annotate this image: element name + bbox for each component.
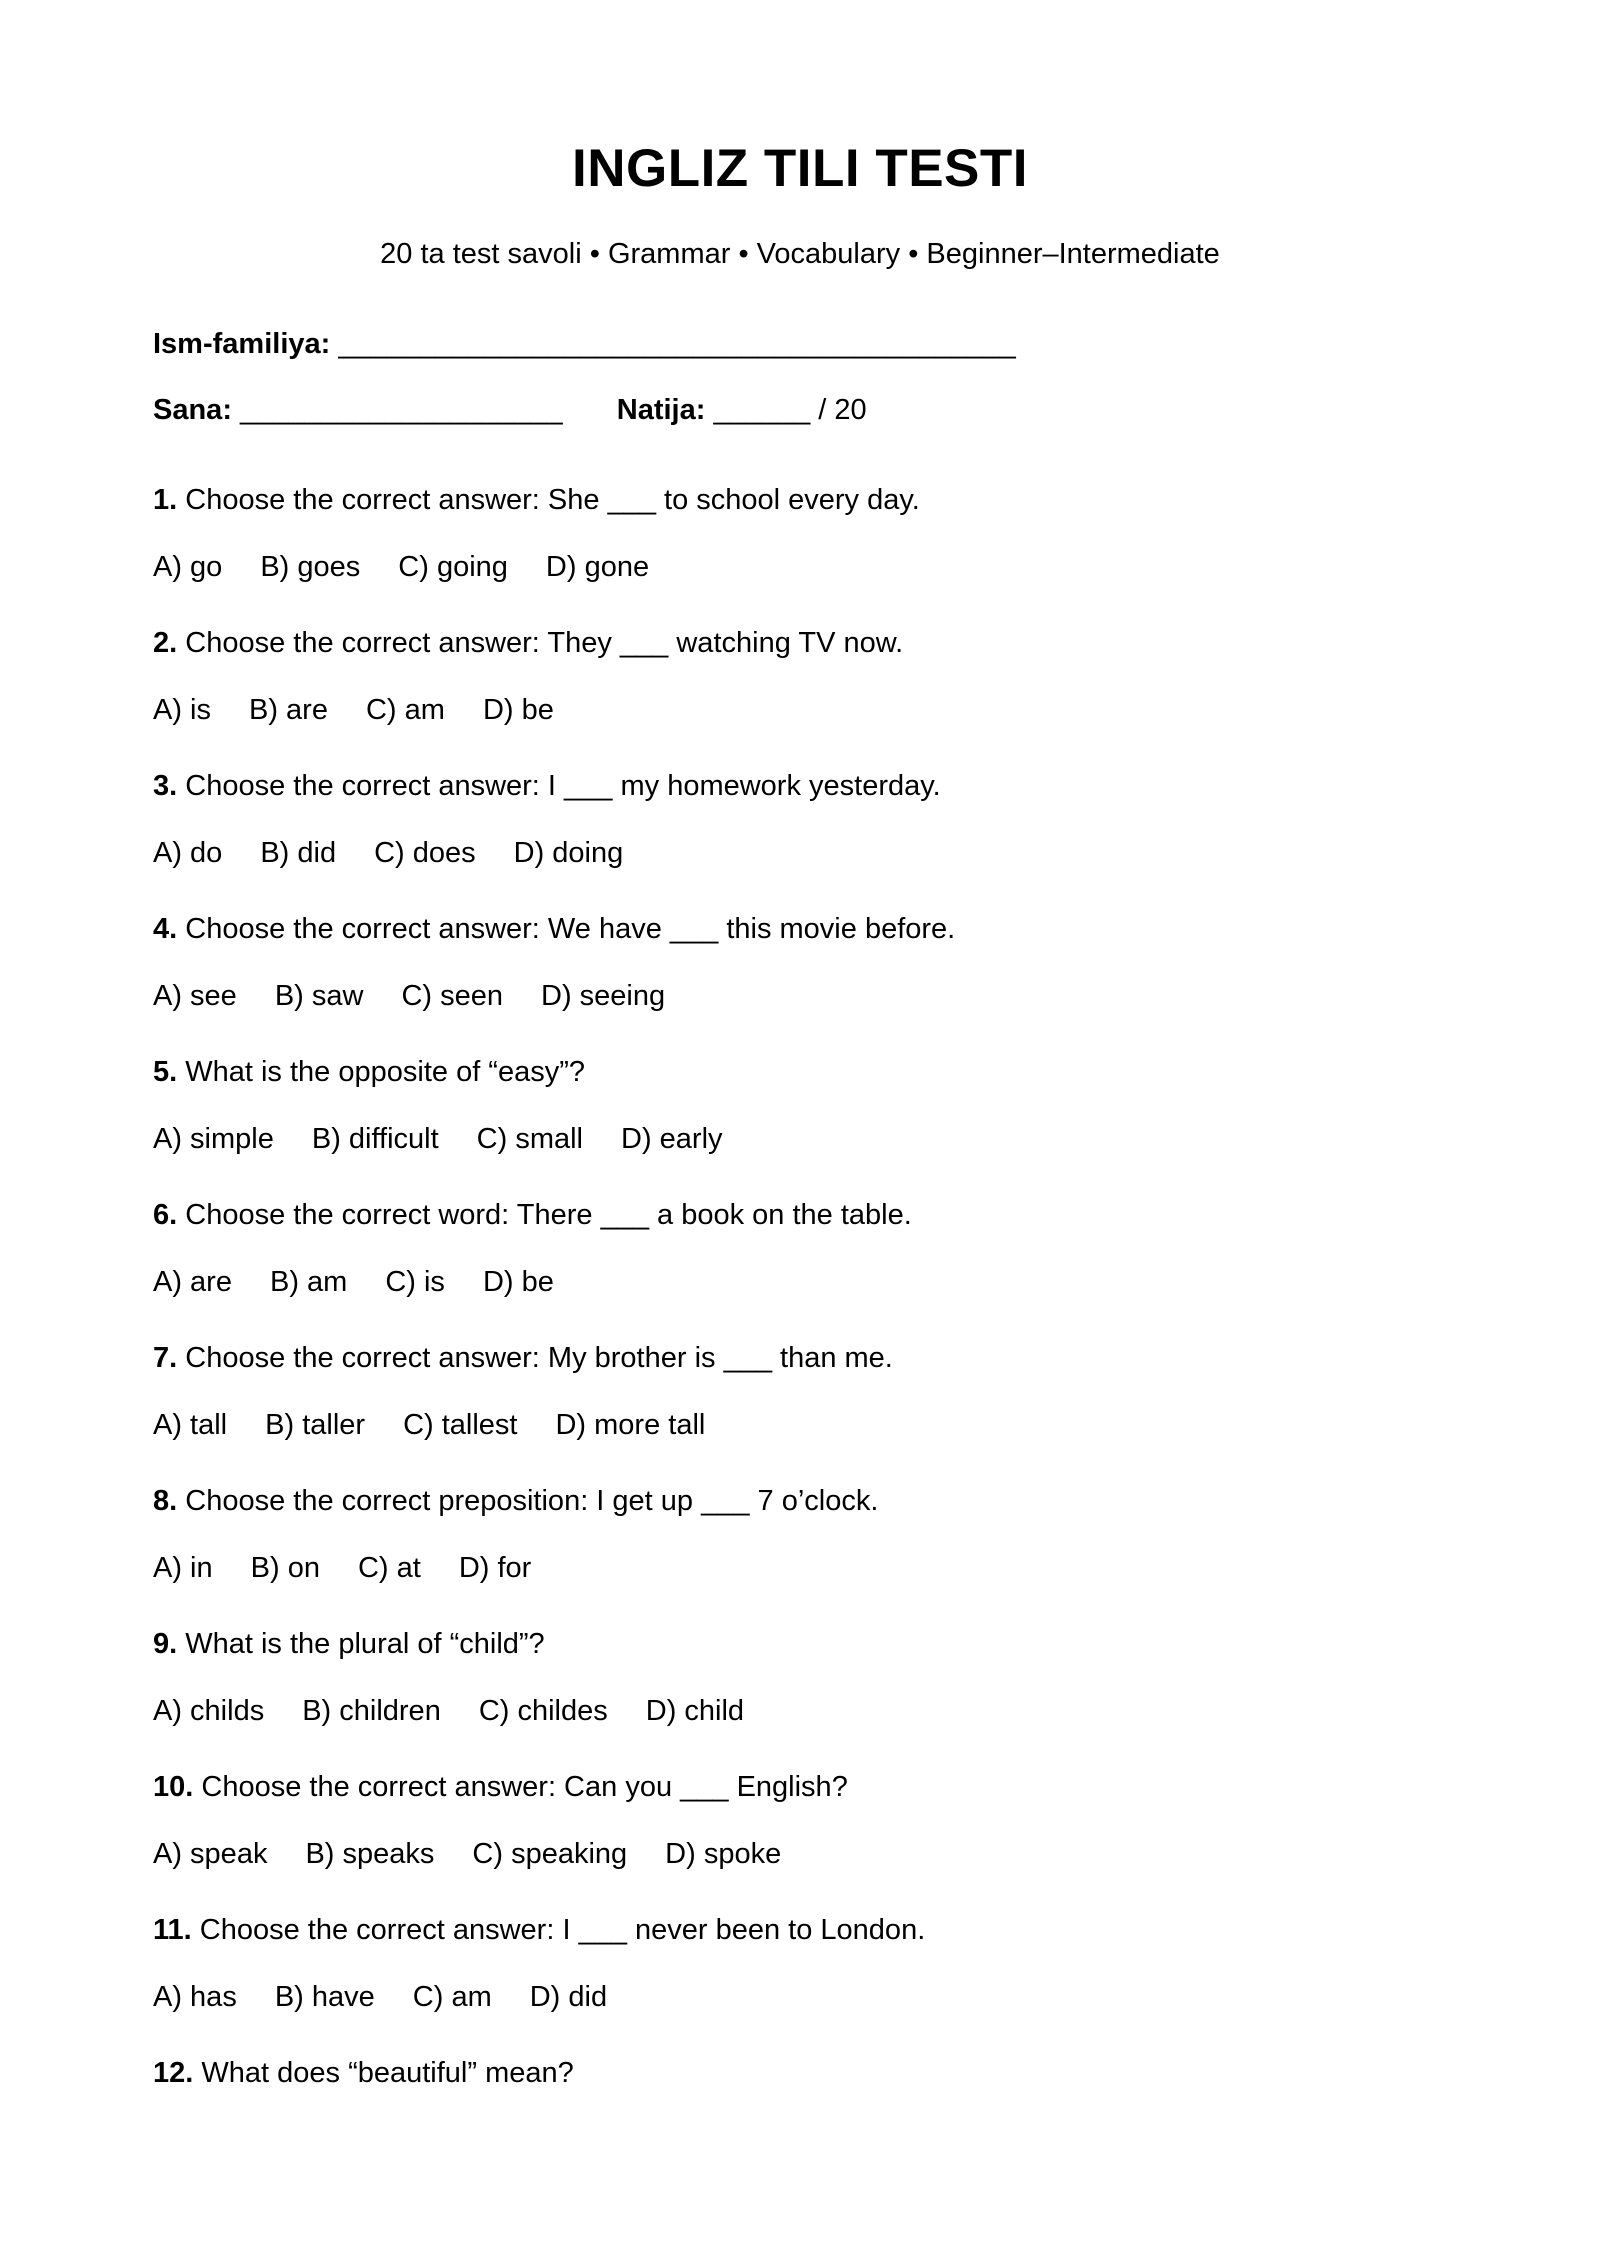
answer-options xyxy=(153,1408,1453,1442)
result-blank: ______ xyxy=(713,394,811,426)
answer-option: D) doing xyxy=(513,837,624,869)
answer-option: D) for xyxy=(458,1552,532,1584)
answer-option: D) spoke xyxy=(665,1838,782,1870)
answer-option: C) does xyxy=(374,837,476,869)
answer-option: A) simple xyxy=(153,1123,274,1155)
answer-option: B) are xyxy=(249,694,328,726)
question-item xyxy=(153,2056,1453,2199)
answer-option: B) am xyxy=(269,1266,348,1298)
answer-option: D) child xyxy=(645,1695,745,1727)
answer-option: A) go xyxy=(153,551,223,583)
question-number: 9. xyxy=(153,1628,178,1660)
answer-option: D) gone xyxy=(545,551,650,583)
question-text xyxy=(153,1913,1453,1980)
question-item xyxy=(153,1198,1453,1341)
question-number: 3. xyxy=(153,770,178,802)
question-prompt: What is the plural of “child”? xyxy=(185,1628,545,1660)
name-blank: __________________________________________ xyxy=(338,328,1016,360)
answer-option: B) taller xyxy=(265,1409,366,1441)
answer-option: C) going xyxy=(398,551,508,583)
result-label: Natija: xyxy=(616,394,706,426)
question-item xyxy=(153,1055,1453,1198)
answer-option: C) is xyxy=(385,1266,445,1298)
answer-option: B) difficult xyxy=(311,1123,439,1155)
question-item xyxy=(153,912,1453,1055)
answer-options xyxy=(153,550,1453,584)
answer-options xyxy=(153,1980,1453,2014)
page-title: INGLIZ TILI TESTI xyxy=(571,139,1029,198)
question-prompt: Choose the correct word: There ___ a book on the table. xyxy=(185,1199,912,1231)
question-item xyxy=(153,1913,1453,2056)
answer-option: C) small xyxy=(476,1123,583,1155)
question-list xyxy=(153,483,1453,2199)
question-prompt: What does “beautiful” mean? xyxy=(201,2057,574,2089)
answer-option: A) childs xyxy=(153,1695,265,1727)
question-prompt: Choose the correct answer: She ___ to school every day. xyxy=(185,484,920,516)
answer-option: C) am xyxy=(412,1981,492,2013)
question-number: 6. xyxy=(153,1199,178,1231)
question-item xyxy=(153,626,1453,769)
answer-option: A) has xyxy=(153,1981,237,2013)
question-number: 5. xyxy=(153,1056,178,1088)
question-prompt: Choose the correct preposition: I get up ___ 7 o’clock. xyxy=(185,1485,879,1517)
answer-options xyxy=(153,979,1453,1013)
question-prompt: Choose the correct answer: My brother is ___ than me. xyxy=(185,1342,893,1374)
question-text xyxy=(153,1627,1453,1694)
question-prompt: Choose the correct answer: They ___ watching TV now. xyxy=(185,627,904,659)
answer-option: C) seen xyxy=(401,980,504,1012)
answer-options xyxy=(153,1122,1453,1156)
answer-options xyxy=(153,836,1453,870)
question-text xyxy=(153,912,1453,979)
question-text xyxy=(153,626,1453,693)
question-number: 2. xyxy=(153,627,178,659)
question-prompt: Choose the correct answer: I ___ my homework yesterday. xyxy=(185,770,941,802)
question-item xyxy=(153,1341,1453,1484)
answer-option: A) speak xyxy=(153,1838,268,1870)
answer-option: B) did xyxy=(260,837,337,869)
answer-option: A) see xyxy=(153,980,237,1012)
answer-option: C) tallest xyxy=(403,1409,518,1441)
question-number: 7. xyxy=(153,1342,178,1374)
question-number: 8. xyxy=(153,1485,178,1517)
question-number: 10. xyxy=(153,1771,194,1803)
question-prompt: Choose the correct answer: I ___ never been to London. xyxy=(199,1914,926,1946)
answer-option: C) am xyxy=(365,694,445,726)
question-prompt: What is the opposite of “easy”? xyxy=(185,1056,586,1088)
answer-option: B) on xyxy=(250,1552,320,1584)
question-prompt: Choose the correct answer: We have ___ this movie before. xyxy=(185,913,956,945)
date-result-row xyxy=(153,394,867,427)
answer-options xyxy=(153,1694,1453,1728)
question-item xyxy=(153,1484,1453,1627)
question-number: 4. xyxy=(153,913,178,945)
answer-options xyxy=(153,1265,1453,1299)
answer-options xyxy=(153,693,1453,727)
name-field-row xyxy=(153,328,1016,361)
question-text xyxy=(153,483,1453,550)
answer-option: D) be xyxy=(482,694,554,726)
answer-option: B) speaks xyxy=(305,1838,435,1870)
answer-option: C) childes xyxy=(478,1695,608,1727)
answer-option: A) are xyxy=(153,1266,232,1298)
question-item xyxy=(153,1627,1453,1770)
date-label: Sana: xyxy=(153,394,232,426)
answer-options xyxy=(153,1551,1453,1585)
question-text xyxy=(153,769,1453,836)
name-label: Ism-familiya: xyxy=(153,328,331,360)
answer-option: D) more tall xyxy=(555,1409,706,1441)
question-number: 12. xyxy=(153,2057,194,2089)
answer-option: B) saw xyxy=(274,980,364,1012)
page-subtitle: 20 ta test savoli • Grammar • Vocabulary • Beginner–Intermediate xyxy=(380,238,1220,270)
answer-option: C) at xyxy=(357,1552,421,1584)
answer-option: A) do xyxy=(153,837,223,869)
answer-option: B) children xyxy=(302,1695,441,1727)
answer-option: A) is xyxy=(153,694,211,726)
result-total: / 20 xyxy=(818,394,867,426)
question-text xyxy=(153,1484,1453,1551)
answer-option: C) speaking xyxy=(472,1838,628,1870)
question-number: 11. xyxy=(153,1914,192,1946)
answer-option: D) early xyxy=(621,1123,723,1155)
question-item xyxy=(153,1770,1453,1913)
answer-options xyxy=(153,1837,1453,1871)
question-text xyxy=(153,1341,1453,1408)
question-item xyxy=(153,483,1453,626)
question-number: 1. xyxy=(153,484,178,516)
answer-option: B) goes xyxy=(260,551,361,583)
question-item xyxy=(153,769,1453,912)
answer-option: A) tall xyxy=(153,1409,228,1441)
answer-option: D) be xyxy=(482,1266,554,1298)
answer-option: D) seeing xyxy=(541,980,666,1012)
date-blank: ____________________ xyxy=(240,394,563,426)
answer-option: D) did xyxy=(529,1981,608,2013)
answer-option: B) have xyxy=(274,1981,375,2013)
question-text xyxy=(153,1055,1453,1122)
question-prompt: Choose the correct answer: Can you ___ English? xyxy=(201,1771,848,1803)
question-text xyxy=(153,1770,1453,1837)
question-text xyxy=(153,1198,1453,1265)
answer-option: A) in xyxy=(153,1552,213,1584)
question-text xyxy=(153,2056,1453,2123)
